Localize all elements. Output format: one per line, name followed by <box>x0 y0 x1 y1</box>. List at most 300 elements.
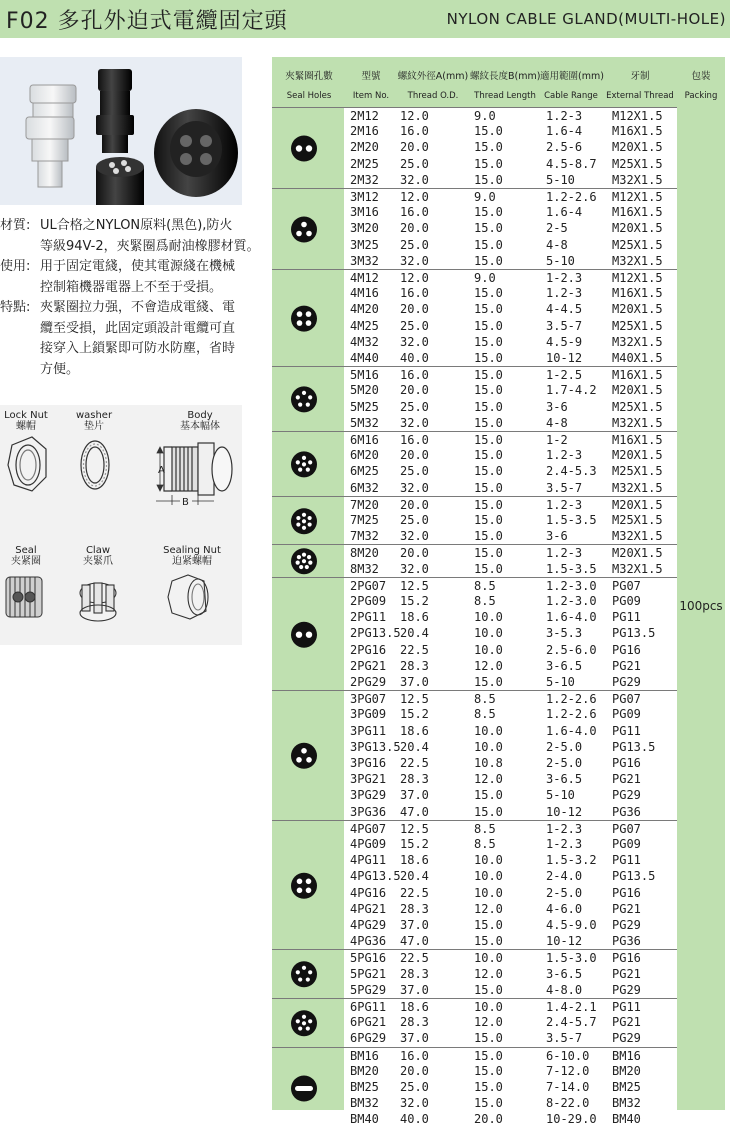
external-thread-cell: PG29 <box>612 788 641 803</box>
cable-range-cell: 10-12 <box>546 934 583 949</box>
item-no-cell: BM20 <box>350 1063 379 1078</box>
item-no-cell: 6PG11 <box>350 1000 387 1014</box>
seal-hole-group <box>272 431 344 497</box>
seal-hole <box>302 391 306 395</box>
table-row <box>344 706 677 722</box>
cable-range-cell: 1.4-2.1 <box>546 1000 597 1014</box>
table-row <box>344 642 677 658</box>
item-no-cell: 4PG07 <box>350 821 387 836</box>
seal-hole <box>296 231 302 237</box>
seal-slot <box>295 1086 313 1091</box>
external-thread-cell: M16X1.5 <box>612 205 663 220</box>
seal-hole-group <box>272 820 344 951</box>
thread-length-cell: 8.5 <box>474 578 496 593</box>
table-row <box>344 658 677 674</box>
thread-length-cell: 15.0 <box>474 1048 503 1063</box>
seal-hole <box>296 1019 300 1023</box>
thread-length-cell: 15.0 <box>474 286 503 301</box>
table-row <box>344 318 677 334</box>
table-row <box>344 820 677 837</box>
external-thread-cell: PG13.5 <box>612 869 656 884</box>
external-thread-cell: M25X1.5 <box>612 237 663 252</box>
item-no-cell: 4M40 <box>350 351 379 365</box>
cable-range-cell: 1.6-4 <box>546 205 583 220</box>
table-row <box>344 1014 677 1030</box>
external-thread-cell: PG36 <box>612 934 641 949</box>
external-thread-cell: PG29 <box>612 1031 641 1046</box>
spec-table <box>272 57 725 1127</box>
seal-hole <box>302 1021 306 1025</box>
table-row <box>344 690 677 707</box>
item-no-cell: 5PG29 <box>350 982 387 997</box>
thread-od-cell: 16.0 <box>400 368 429 383</box>
seal-hole <box>308 522 312 526</box>
large-black-gland-image <box>154 109 238 197</box>
table-row <box>344 366 677 383</box>
cable-range-cell: 1-2.3 <box>546 271 583 285</box>
seal-hole-icon <box>272 578 344 691</box>
thread-length-cell: 15.0 <box>474 1063 503 1078</box>
thread-od-cell: 25.0 <box>400 156 429 171</box>
thread-od-cell: 22.5 <box>400 642 429 657</box>
seal-hole <box>298 468 302 472</box>
cable-range-cell: 1.2-3 <box>546 546 583 561</box>
thread-od-cell: 28.3 <box>400 658 429 673</box>
thread-od-cell: 22.5 <box>400 885 429 900</box>
thread-length-cell: 15.0 <box>474 318 503 333</box>
thread-od-cell: 32.0 <box>400 415 429 430</box>
external-thread-cell: PG29 <box>612 982 641 997</box>
table-row <box>344 253 677 269</box>
seal-hole <box>306 403 310 407</box>
thread-od-cell: 15.2 <box>400 594 429 608</box>
item-no-cell: 3M12 <box>350 190 379 204</box>
table-row <box>344 1063 677 1079</box>
seal-hole <box>302 559 306 563</box>
thread-length-cell: 15.0 <box>474 804 503 819</box>
item-no-cell: 3PG16 <box>350 756 387 770</box>
thread-od-cell: 20.0 <box>400 383 429 398</box>
external-thread-cell: M16X1.5 <box>612 124 663 139</box>
external-thread-cell: M32X1.5 <box>612 334 663 349</box>
thread-length-cell: 15.0 <box>474 480 503 495</box>
seal-hole <box>302 456 306 460</box>
cable-range-cell: 4-8.0 <box>546 982 583 997</box>
dim-b-label: B <box>182 497 189 508</box>
item-no-cell: 6M32 <box>350 480 379 495</box>
thread-length-cell: 15.0 <box>474 464 503 479</box>
item-no-cell: 2PG21 <box>350 658 387 673</box>
seal-hole-icon <box>272 821 344 951</box>
seal-disc <box>291 873 317 899</box>
seal-disc <box>291 743 317 769</box>
black-gland-image <box>96 69 134 153</box>
packing-value: 100pcs <box>679 599 723 613</box>
external-thread-cell: M25X1.5 <box>612 318 663 333</box>
table-row <box>344 237 677 253</box>
seal-hole-icon <box>272 691 344 821</box>
thread-length-cell: 12.0 <box>474 1015 503 1030</box>
cable-range-cell: 1.6-4.0 <box>546 610 597 625</box>
item-no-cell: 7M20 <box>350 497 379 512</box>
body-label: Body 基本幅体 <box>180 410 220 432</box>
seal-hole <box>301 222 307 228</box>
col-header-thread-od: 螺紋外徑A(mm) Thread O.D. <box>397 71 469 101</box>
item-no-cell: 4M20 <box>350 302 379 317</box>
seal-hole <box>297 320 303 326</box>
thread-length-cell: 8.5 <box>474 821 496 836</box>
item-no-cell: 3PG36 <box>350 804 387 819</box>
thread-od-cell: 20.4 <box>400 739 429 754</box>
thread-od-cell: 20.0 <box>400 140 429 155</box>
item-no-cell: 6PG21 <box>350 1015 387 1030</box>
sealing-nut-drawing <box>168 575 208 619</box>
external-thread-cell: M40X1.5 <box>612 351 663 365</box>
thread-od-cell: 20.0 <box>400 497 429 512</box>
item-no-cell: 2PG09 <box>350 594 387 608</box>
item-no-cell: 6M20 <box>350 448 379 463</box>
table-row <box>344 998 677 1015</box>
cable-range-cell: 1.5-3.5 <box>546 513 597 527</box>
thread-od-cell: 25.0 <box>400 318 429 333</box>
thread-length-cell: 12.0 <box>474 901 503 916</box>
lock-nut-drawing <box>8 437 46 491</box>
thread-od-cell: 37.0 <box>400 982 429 997</box>
cable-range-cell: 4-8 <box>546 415 568 430</box>
item-no-cell: BM16 <box>350 1048 379 1063</box>
thread-length-cell: 12.0 <box>474 966 503 981</box>
sealing-nut-label: Sealing Nut 迫紧螺帽 <box>163 545 221 567</box>
seal-hole <box>297 887 303 893</box>
seal-hole <box>308 1019 312 1023</box>
table-row <box>344 512 677 528</box>
thread-od-cell: 25.0 <box>400 1080 429 1094</box>
item-no-cell: 4PG13.5 <box>350 869 401 884</box>
cable-range-cell: 3-6.5 <box>546 658 583 673</box>
seal-hole <box>308 971 312 975</box>
cable-range-cell: 4.5-9.0 <box>546 918 597 932</box>
item-no-cell: 8M32 <box>350 561 379 576</box>
thread-od-cell: 12.5 <box>400 821 429 836</box>
seal-hole <box>305 565 309 569</box>
seal-hole <box>306 887 312 893</box>
thread-length-cell: 8.5 <box>474 594 496 608</box>
seal-hole <box>296 522 300 526</box>
seal-hole <box>296 757 302 763</box>
thread-od-cell: 32.0 <box>400 334 429 349</box>
item-no-cell: 4M32 <box>350 334 379 349</box>
seal-hole <box>296 145 302 151</box>
thread-od-cell: 12.0 <box>400 190 429 204</box>
external-thread-cell: M25X1.5 <box>612 156 663 171</box>
seal-hole-icon <box>272 432 344 497</box>
item-no-cell: BM40 <box>350 1112 379 1127</box>
thread-length-cell: 15.0 <box>474 675 503 689</box>
dim-a-label: A <box>158 465 165 476</box>
external-thread-cell: M32X1.5 <box>612 172 663 187</box>
cable-range-cell: 1.2-3.0 <box>546 578 597 593</box>
seal-hole-group <box>272 107 344 189</box>
seal-hole-icon <box>272 497 344 546</box>
thread-length-cell: 15.0 <box>474 415 503 430</box>
seal-disc <box>291 962 317 988</box>
thread-od-cell: 37.0 <box>400 788 429 803</box>
thread-length-cell: 12.0 <box>474 658 503 673</box>
item-no-cell: 6M16 <box>350 433 379 447</box>
thread-od-cell: 18.6 <box>400 853 429 868</box>
seal-hole-icon <box>272 270 344 367</box>
seal-hole <box>306 878 312 884</box>
col-header-external-thread: 牙制 External Thread <box>606 71 674 101</box>
item-no-cell: 5M20 <box>350 383 379 398</box>
thread-length-cell: 15.0 <box>474 368 503 383</box>
cable-range-cell: 1-2.3 <box>546 837 583 851</box>
thread-od-cell: 28.3 <box>400 966 429 981</box>
item-no-cell: 2PG29 <box>350 675 387 689</box>
item-no-cell: 3M16 <box>350 205 379 220</box>
cable-range-cell: 5-10 <box>546 675 575 689</box>
thread-od-cell: 20.0 <box>400 221 429 236</box>
item-no-cell: BM25 <box>350 1080 379 1094</box>
thread-length-cell: 15.0 <box>474 1080 503 1094</box>
thread-length-cell: 15.0 <box>474 172 503 187</box>
external-thread-cell: M32X1.5 <box>612 561 663 576</box>
seal-hole-group <box>272 269 344 367</box>
cable-range-cell: 1.2-2.6 <box>546 707 597 722</box>
cable-range-cell: 5-10 <box>546 788 575 803</box>
thread-length-cell: 8.5 <box>474 692 496 707</box>
external-thread-cell: PG13.5 <box>612 626 656 641</box>
seal-disc <box>291 136 317 162</box>
seal-hole <box>306 757 312 763</box>
table-row <box>344 1079 677 1095</box>
body-drawing <box>164 443 232 495</box>
cable-range-cell: 2-5 <box>546 221 568 236</box>
thread-length-cell: 9.0 <box>474 190 496 204</box>
table-row <box>344 755 677 771</box>
table-row <box>344 901 677 917</box>
thread-length-cell: 15.0 <box>474 982 503 997</box>
item-no-cell: 4PG36 <box>350 934 387 949</box>
table-row <box>344 269 677 286</box>
claw-label: Claw 夹緊爪 <box>83 545 113 567</box>
external-thread-cell: M25X1.5 <box>612 464 663 479</box>
thread-od-cell: 37.0 <box>400 675 429 689</box>
seal-hole <box>298 403 302 407</box>
cable-range-cell: 4-8 <box>546 237 568 252</box>
external-thread-cell: PG09 <box>612 837 641 851</box>
table-row <box>344 431 677 448</box>
thread-od-cell: 32.0 <box>400 529 429 544</box>
table-row <box>344 301 677 317</box>
external-thread-cell: PG21 <box>612 772 641 787</box>
claw-drawing <box>80 583 116 621</box>
thread-length-cell: 9.0 <box>474 271 496 285</box>
thread-length-cell: 9.0 <box>474 109 496 123</box>
cable-range-cell: 1.2-3.0 <box>546 594 597 608</box>
seal-hole <box>302 553 306 557</box>
item-no-cell: 4PG09 <box>350 837 387 851</box>
cable-range-cell: 1.6-4.0 <box>546 723 597 738</box>
cable-range-cell: 1.6-4 <box>546 124 583 139</box>
external-thread-cell: PG11 <box>612 610 641 625</box>
item-no-cell: 4PG11 <box>350 853 387 868</box>
thread-length-cell: 15.0 <box>474 399 503 414</box>
cable-range-cell: 1.2-3 <box>546 497 583 512</box>
table-row <box>344 723 677 739</box>
cable-range-cell: 1.2-2.6 <box>546 692 597 707</box>
item-no-cell: 4PG16 <box>350 885 387 900</box>
external-thread-cell: BM32 <box>612 1096 641 1111</box>
table-row <box>344 528 677 544</box>
item-no-cell: 3M25 <box>350 237 379 252</box>
item-no-cell: 2M25 <box>350 156 379 171</box>
thread-od-cell: 25.0 <box>400 513 429 527</box>
thread-length-cell: 8.5 <box>474 707 496 722</box>
thread-length-cell: 8.5 <box>474 837 496 851</box>
thread-length-cell: 10.0 <box>474 1000 503 1014</box>
table-row <box>344 625 677 641</box>
thread-length-cell: 15.0 <box>474 1096 503 1111</box>
item-no-cell: 6PG29 <box>350 1031 387 1046</box>
table-row <box>344 415 677 431</box>
cable-range-cell: 7-12.0 <box>546 1063 590 1078</box>
table-row <box>344 204 677 220</box>
table-row <box>344 787 677 803</box>
seal-hole-group <box>272 949 344 999</box>
item-no-cell: 2PG07 <box>350 578 387 593</box>
cable-range-cell: 4-6.0 <box>546 901 583 916</box>
external-thread-cell: M20X1.5 <box>612 448 663 463</box>
external-thread-cell: PG29 <box>612 675 641 689</box>
description <box>0 216 268 380</box>
seal-hole <box>296 561 300 565</box>
thread-od-cell: 16.0 <box>400 1048 429 1063</box>
seal-hole <box>306 631 312 637</box>
thread-length-cell: 12.0 <box>474 772 503 787</box>
table-row <box>344 674 677 690</box>
item-no-cell: 4PG21 <box>350 901 387 916</box>
external-thread-cell: PG07 <box>612 821 641 836</box>
thread-length-cell: 15.0 <box>474 529 503 544</box>
table-row <box>344 156 677 172</box>
thread-length-cell: 10.0 <box>474 626 503 641</box>
item-no-cell: 5PG16 <box>350 951 387 966</box>
item-no-cell: 2PG11 <box>350 610 387 625</box>
item-no-cell: 5M25 <box>350 399 379 414</box>
seal-hole <box>296 971 300 975</box>
external-thread-cell: M16X1.5 <box>612 286 663 301</box>
cable-range-cell: 1.2-2.6 <box>546 190 597 204</box>
external-thread-cell: PG21 <box>612 1015 641 1030</box>
thread-od-cell: 20.0 <box>400 546 429 561</box>
item-no-cell: 2PG16 <box>350 642 387 657</box>
seal-hole-group <box>272 544 344 577</box>
external-thread-cell: PG21 <box>612 658 641 673</box>
thread-length-cell: 10.0 <box>474 853 503 868</box>
seal-hole-group <box>272 998 344 1048</box>
seal-hole-group <box>272 577 344 691</box>
thread-length-cell: 15.0 <box>474 1031 503 1046</box>
external-thread-cell: BM40 <box>612 1112 641 1127</box>
thread-od-cell: 18.6 <box>400 610 429 625</box>
col-header-packing: 包裝 Packing <box>684 71 718 101</box>
external-thread-cell: PG36 <box>612 804 641 819</box>
thread-length-cell: 15.0 <box>474 383 503 398</box>
table-row <box>344 1030 677 1046</box>
table-row <box>344 172 677 188</box>
table-row <box>344 139 677 155</box>
seal-hole <box>296 460 300 464</box>
thread-length-cell: 15.0 <box>474 334 503 349</box>
thread-length-cell: 10.0 <box>474 869 503 884</box>
table-row <box>344 220 677 236</box>
thread-length-cell: 15.0 <box>474 302 503 317</box>
seal-hole <box>307 555 311 559</box>
seal-insert-image <box>96 157 144 205</box>
thread-length-cell: 15.0 <box>474 513 503 527</box>
seal-hole <box>306 468 310 472</box>
seal-hole-icon <box>272 108 344 189</box>
table-row <box>344 285 677 301</box>
thread-od-cell: 12.5 <box>400 578 429 593</box>
seal-hole-group <box>272 366 344 432</box>
thread-od-cell: 28.3 <box>400 1015 429 1030</box>
seal-disc <box>291 217 317 243</box>
external-thread-cell: M20X1.5 <box>612 383 663 398</box>
seal-hole <box>306 320 312 326</box>
table-row <box>344 885 677 901</box>
item-no-cell: 2M20 <box>350 140 379 155</box>
cable-range-cell: 3.5-7 <box>546 318 583 333</box>
seal-label: Seal 夹紧圈 <box>11 545 41 567</box>
cable-range-cell: 8-22.0 <box>546 1096 590 1111</box>
page-title-en: NYLON CABLE GLAND(MULTI-HOLE) <box>446 10 726 28</box>
seal-disc <box>291 621 317 647</box>
cable-range-cell: 3-5.3 <box>546 626 583 641</box>
seal-hole <box>297 878 303 884</box>
seal-hole-group <box>272 690 344 821</box>
cable-range-cell: 10-12 <box>546 804 583 819</box>
seal-hole <box>306 311 312 317</box>
col-header-cable-range: 適用範圍(mm) Cable Range <box>540 71 604 101</box>
cable-range-cell: 1.7-4.2 <box>546 383 597 398</box>
item-no-cell: 3PG11 <box>350 723 387 738</box>
thread-length-cell: 15.0 <box>474 561 503 576</box>
item-no-cell: 7M32 <box>350 529 379 544</box>
thread-od-cell: 16.0 <box>400 124 429 139</box>
cable-range-cell: 3.5-7 <box>546 480 583 495</box>
thread-length-cell: 10.0 <box>474 610 503 625</box>
washer-drawing <box>81 441 109 489</box>
seal-hole <box>298 1026 302 1030</box>
thread-length-cell: 15.0 <box>474 934 503 949</box>
seal-hole-icon <box>272 189 344 270</box>
cable-range-cell: 5-10 <box>546 172 575 187</box>
table-row <box>344 966 677 982</box>
seal-disc <box>291 306 317 332</box>
external-thread-cell: PG09 <box>612 707 641 722</box>
table-row <box>344 982 677 998</box>
table-row <box>344 188 677 205</box>
external-thread-cell: M20X1.5 <box>612 497 663 512</box>
seal-hole <box>302 512 306 516</box>
thread-od-cell: 16.0 <box>400 205 429 220</box>
table-row <box>344 917 677 933</box>
item-no-cell: 3PG21 <box>350 772 387 787</box>
external-thread-cell: BM16 <box>612 1048 641 1063</box>
thread-od-cell: 20.0 <box>400 302 429 317</box>
